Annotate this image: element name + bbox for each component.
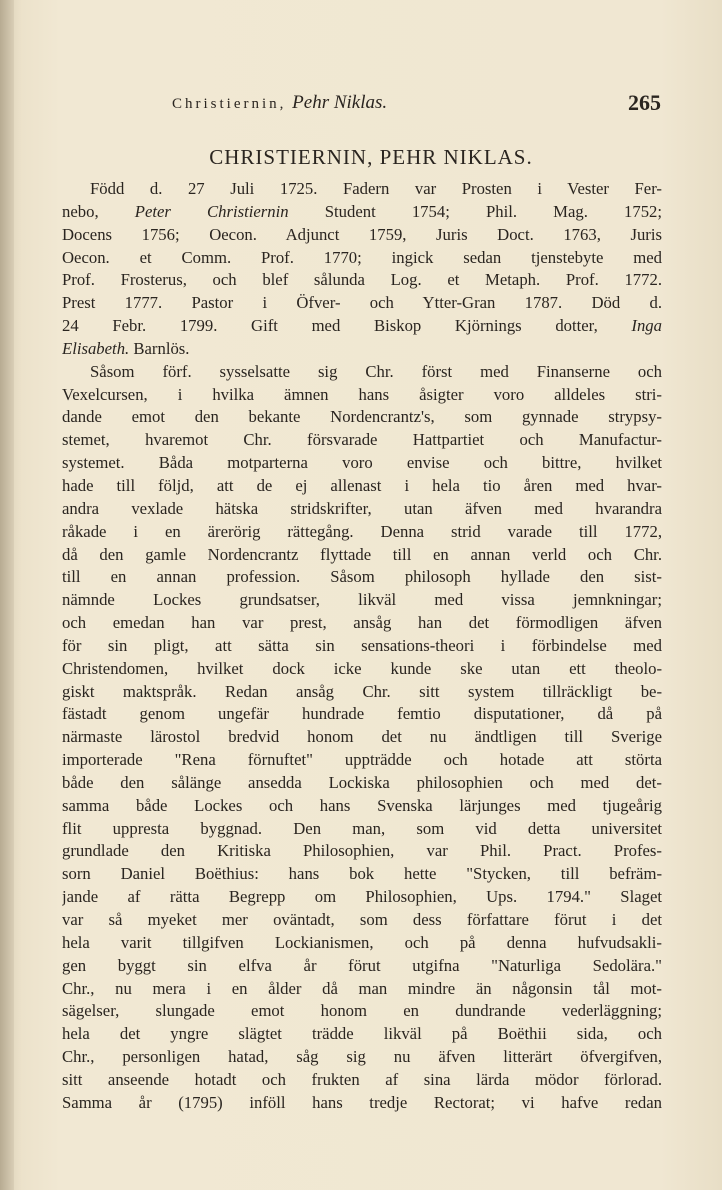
running-head — [172, 92, 387, 114]
text-line: Prof. Frosterus, och blef sålunda Log. et Metaph. Prof. 1772. — [62, 270, 662, 290]
text-line: Oecon. et Comm. Prof. 1770; ingick sedan tjenstebyte med — [62, 247, 662, 267]
text-line: Prest 1777. Pastor i Öfver- och Ytter-Gran 1787. Död d. — [62, 293, 662, 313]
text-line: var så myeket mer oväntadt, som dess författare förut i det — [62, 910, 662, 929]
text-line: Docens 1756; Oecon. Adjunct 1759, Juris Doct. 1763, Juris — [62, 224, 662, 244]
page-header — [0, 90, 722, 120]
text-line: och emedan han var prest, ansåg han det förmodligen äfven — [62, 613, 662, 633]
text-line: giskt maktspråk. Redan ansåg Chr. sitt system tillräckligt be- — [62, 681, 662, 701]
page-number: 265 — [628, 90, 661, 115]
text-line: Såsom förf. sysselsatte sig Chr. först med Finanserne och — [90, 361, 662, 381]
text-line: flit uppresta byggnad. Den man, som vid detta universitet — [62, 818, 662, 838]
page-spine-shadow — [0, 0, 14, 1190]
text-line: nebo, Peter Christiernin Student 1754; Phil. Mag. 1752; — [62, 201, 662, 221]
body-text — [62, 178, 662, 1115]
text-line: systemet. Båda motparterna voro envise och bittre, hvilket — [62, 453, 662, 473]
text-line: både den sålänge ansedda Lockiska philosophien och med det- — [62, 772, 662, 792]
text-line: hela det yngre slägtet trädde likväl på Boëthii sida, och — [62, 1024, 662, 1044]
text-line: Chr., personligen hatad, såg sig nu äfven litterärt öfvergifven, — [62, 1047, 662, 1067]
text-line: importerade "Rena förnuftet" uppträdde och hotade att störta — [62, 750, 662, 770]
text-line: fästadt genom ungefär hundrade femtio disputationer, då på — [62, 704, 662, 724]
text-line: dande emot den bekante Nordencrantz's, som gynnade strypsy- — [62, 407, 662, 427]
running-head-given-names: Pehr Niklas. — [292, 92, 388, 113]
text-line: hela varit tillgifven Lockianismen, och på denna hufvudsakli- — [62, 932, 662, 952]
text-line: till en annan profession. Såsom philosoph hyllade den sist- — [62, 567, 662, 587]
text-line: Vexelcursen, i hvilka ämnen hans åsigter voro alldeles stri- — [62, 384, 662, 404]
text-line: 24 Febr. 1799. Gift med Biskop Kjörnings dotter, Inga — [62, 316, 662, 336]
text-line: hade till följd, att de ej allenast i hela tio åren med hvar- — [62, 475, 662, 495]
text-line: Samma år (1795) inföll hans tredje Rectorat; vi hafve redan — [62, 1092, 662, 1112]
text-line: då den gamle Nordencrantz flyttade till en annan verld och Chr. — [62, 544, 662, 564]
text-line: för sin pligt, att sätta sin sensations-theori i förbindelse med — [62, 635, 662, 655]
text-line: närmaste lärostol bredvid honom det nu ändtligen till Sverige — [62, 727, 662, 747]
text-line: sorn Daniel Boëthius: hans bok hette "Stycken, till befräm- — [62, 864, 662, 884]
text-line: Elisabeth. Barnlös. — [62, 338, 190, 358]
text-line: gen byggt sin elfva år förut utgifna "Naturliga Sedolära." — [62, 955, 662, 975]
text-line: råkade i en ärerörig rättegång. Denna strid varade till 1772, — [62, 521, 662, 541]
text-line: sägelser, slungade emot honom en dundrande vederläggning; — [62, 1001, 662, 1021]
text-line: stemet, hvaremot Chr. försvarade Hattpartiet och Manufactur- — [62, 430, 662, 450]
text-line: Född d. 27 Juli 1725. Fadern var Prosten i Vester Fer- — [90, 179, 662, 198]
running-head-surname: Christiernin, — [172, 96, 287, 112]
entry-title: CHRISTIERNIN, PEHR NIKLAS. — [209, 145, 533, 169]
text-line: samma både Lockes och hans Svenska lärjunges med tjugeårig — [62, 795, 662, 815]
text-line: andra vexlade hätska stridskrifter, utan äfven med hvarandra — [62, 498, 662, 518]
text-line: Chr., nu mera i en ålder då man mindre än någonsin tål mot- — [62, 978, 662, 998]
wife-name-cont: Elisabeth. — [62, 338, 130, 358]
text-line: nämnde Lockes grundsatser, likväl med vissa jemnkningar; — [62, 590, 662, 610]
text-line: sitt anseende hotadt och frukten af sina lärda mödor förlorad. — [62, 1069, 662, 1089]
wife-name: Inga — [631, 316, 662, 336]
father-name: Peter Christiernin — [134, 201, 289, 221]
text-line: Christendomen, hvilket dock icke kunde ske utan ett theolo- — [62, 658, 662, 678]
text-line: grundlade den Kritiska Philosophien, var Phil. Pract. Profes- — [62, 841, 662, 861]
text-line: jande af rätta Begrepp om Philosophien, Ups. 1794." Slaget — [62, 887, 662, 907]
